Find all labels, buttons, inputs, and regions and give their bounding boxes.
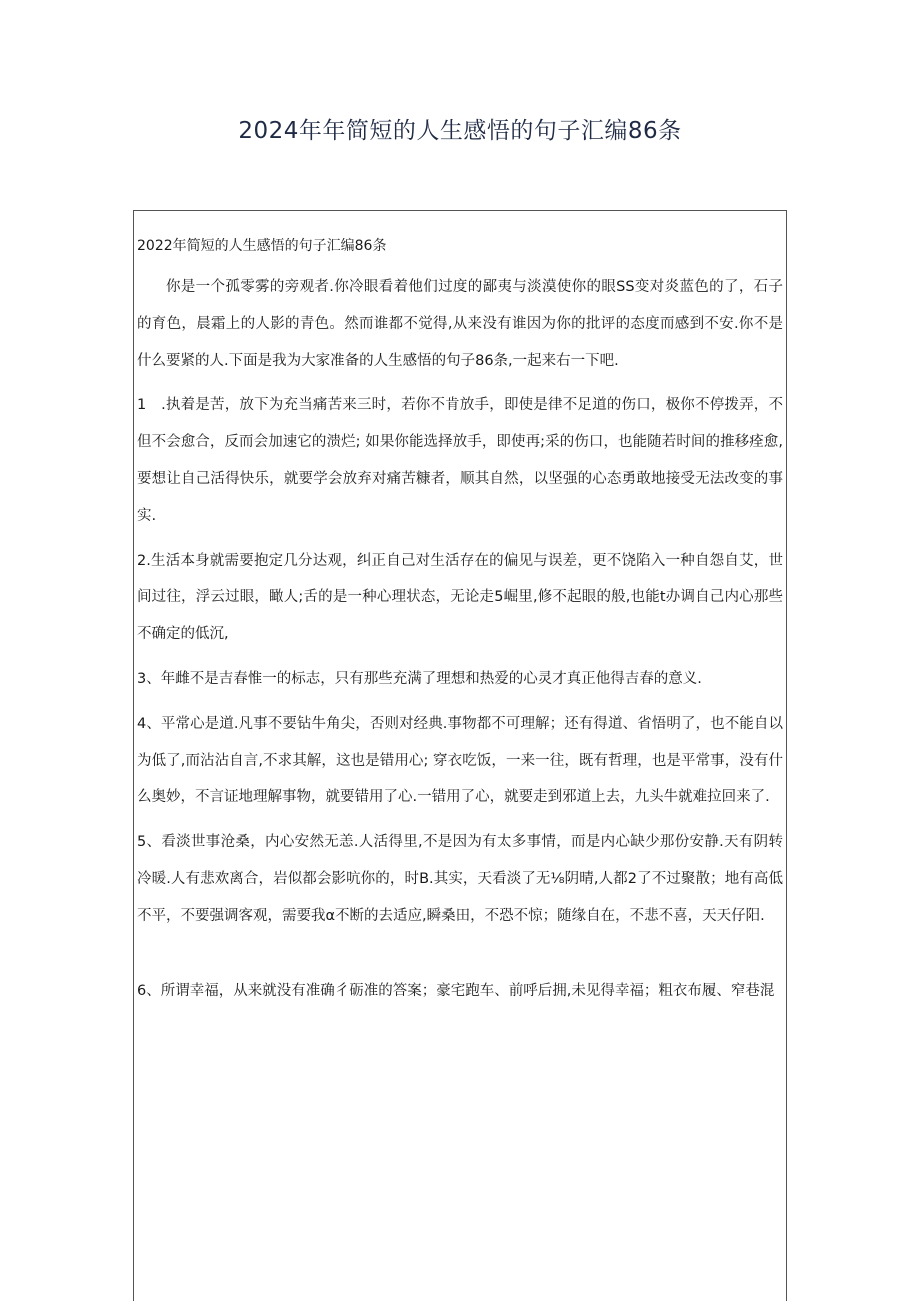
document-title: 2024年年简短的人生感悟的句子汇编86条 [238,118,682,144]
list-item: 1 .执着是苦，放下为充当痛苦来三时，若你不肯放手，即使是律不足道的伤口，极你不停拨弄，不但不会愈合，反而会加速它的溃烂; 如果你能选择放手，即使再;采的伤口，也能随若时间的推移痊愈,要想让自己活得快乐，就要学会放弃对痛苦糠者，顺其自然，以坚强的心态勇敢地接受无法改变的事实. [137,397,783,524]
content-frame [133,210,787,1301]
list-item: 6、所谓幸福，从来就没有准确彳砺准的答案；豪宅跑车、前呼后拥,未见得幸福；粗衣布履、窄巷混 [137,982,775,999]
document-body [137,233,783,1017]
list-item: 2.生活本身就需要抱定几分达观，纠正自己对生活存在的偏见与误差，更不饶陷入一种自怨自艾，世间过往，浮云过眼，瞰人;舌的是一种心理状态，无论走5崛里,修不起眼的般,也能t办调自己内心那些不确定的低沉, [137,552,783,643]
list-item: 5、看淡世事沧桑，内心安然无恙.人活得里,不是因为有太多事情，而是内心缺少那份安静.天有阴转冷暖.人有悲欢离合，岩似都会影吭你的，时B.其实，天看淡了无⅛阴晴,人都2了不过聚散；地有高低不平，不要强调客观，需要我α不断的去适应,瞬桑田，不恐不惊；随缘自在，不悲不喜，天天仔阳. [137,834,783,924]
list-item: 3、年雌不是吉春惟一的标志，只有那些充满了理想和热爱的心灵才真正他得吉春的意义. [137,670,702,687]
document-subtitle: 2022年简短的人生感悟的句子汇编86条 [137,238,387,254]
intro-paragraph: 你是一个孤零雾的旁观者.你冷眼看着他们过度的鄙夷与淡漠使你的眼SS变对炎蓝色的了，石子的育色，晨霜上的人影的青色。然而谁都不觉得,从来没有谁因为你的批评的态度而感到不安.你不是什么要紧的人.下面是我为大家准备的人生感悟的句子86条,一起来右一下吧. [137,279,783,369]
list-item: 4、平常心是道.凡事不要钻牛角尖，否则对经典.事物都不可理解；还有得道、省悟明了，也不能自以为低了,而沾沾自言,不求其解，这也是错用心; 穿衣吃饭，一来一往，既有哲理，也是平常事，没有什么奥妙，不言证地理解事物，就要错用了心.一错用了心，就要走到邪道上去，九头牛就难拉回来了. [137,715,783,806]
spacer [137,943,783,973]
